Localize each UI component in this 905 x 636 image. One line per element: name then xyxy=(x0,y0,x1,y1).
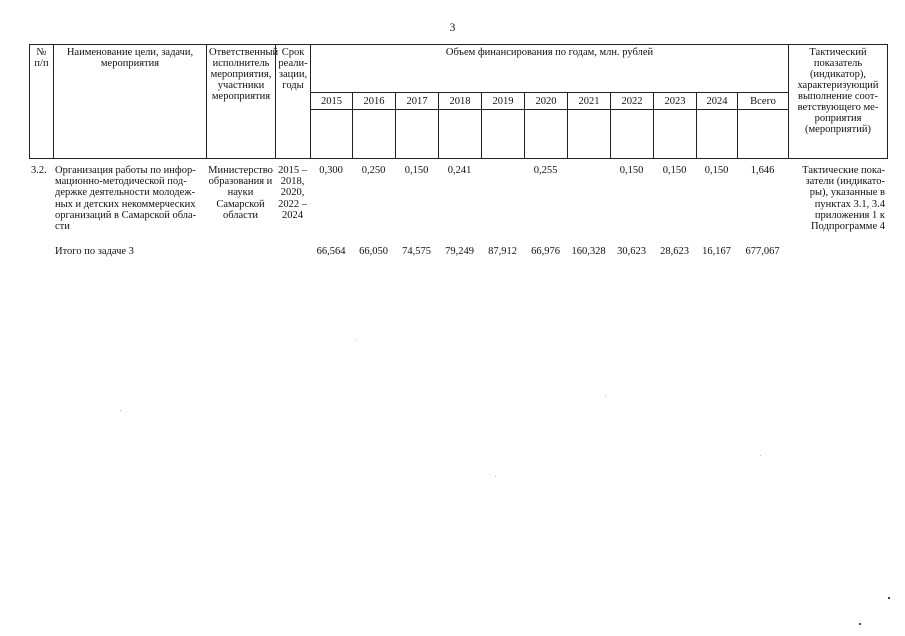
total-row xyxy=(29,232,887,257)
row-value-2017: 0,150 xyxy=(404,165,429,176)
scan-speck xyxy=(120,410,121,411)
scan-speck xyxy=(355,340,356,341)
row-indicator xyxy=(788,165,887,232)
header-empty-cell xyxy=(611,110,654,159)
page-number: 3 xyxy=(449,22,456,34)
row-value-2019 xyxy=(481,165,524,232)
header-empty-cell xyxy=(311,110,353,159)
row-term xyxy=(275,165,310,232)
header-empty-cell xyxy=(525,110,568,159)
header-year-2017: 2017 xyxy=(396,93,439,110)
scan-speck xyxy=(859,623,861,625)
header-responsible-text: Ответственный исполнитель мероприятия, участники мероприятия xyxy=(209,47,279,102)
header-number xyxy=(30,45,54,159)
row-value-total: 1,646 xyxy=(750,165,775,176)
header-empty-cell xyxy=(396,110,439,159)
header-year-2024: 2024 xyxy=(697,93,738,110)
header-empty-cell xyxy=(482,110,525,159)
header-responsible xyxy=(207,45,279,159)
header-empty-cell xyxy=(697,110,738,159)
total-value-2020: 66,976 xyxy=(531,246,560,258)
total-value-2017: 74,575 xyxy=(402,246,431,258)
total-value-2015: 66,564 xyxy=(316,246,346,258)
header-empty-cell xyxy=(439,110,482,159)
header-year-2015: 2015 xyxy=(311,93,353,110)
header-year-2016: 2016 xyxy=(353,93,396,110)
header-year-2018: 2018 xyxy=(439,93,482,110)
total-empty-cell xyxy=(275,232,310,257)
row-value-2024: 0,150 xyxy=(704,165,729,176)
header-empty-cell xyxy=(353,110,396,159)
total-value-2018: 79,249 xyxy=(445,246,474,258)
table-header xyxy=(29,44,888,159)
total-value-2019: 87,912 xyxy=(488,246,517,258)
total-value-2023: 28,623 xyxy=(660,246,689,258)
header-finance-text: Объем финансирования по годам, млн. рублей xyxy=(445,47,654,58)
header-year-total: Всего xyxy=(738,93,789,110)
row-term-text: 2015 – 2018, 2020, 2022 – 2024 xyxy=(278,165,307,221)
header-year-2022: 2022 xyxy=(611,93,654,110)
header-term xyxy=(276,45,311,159)
row-value-2016: 0,250 xyxy=(361,165,386,176)
header-indicator-text: Тактический показатель (индикатор), характеризующий выполнение соот- ветствующего ме- роприятия (мероприятий) xyxy=(797,47,879,135)
scan-speck xyxy=(888,597,890,599)
header-empty-cell xyxy=(738,110,789,159)
row-value-2022: 0,150 xyxy=(619,165,644,176)
total-value-2024: 16,167 xyxy=(702,246,731,258)
total-empty-cell xyxy=(206,232,275,257)
total-value-2022: 30,623 xyxy=(617,246,646,258)
row-value-2015: 0,300 xyxy=(319,165,343,176)
table-row xyxy=(29,165,887,232)
row-name-text: Организация работы по инфор- мационно-методической под- держке деятельности молодеж- ных и детских некоммерческих организаций в Самарской обла- сти xyxy=(55,165,197,233)
header-name xyxy=(54,45,207,159)
scan-speck xyxy=(760,455,761,456)
row-value-2020: 0,255 xyxy=(533,165,558,176)
header-empty-cell xyxy=(654,110,697,159)
row-value-2018: 0,241 xyxy=(447,165,472,176)
header-indicator xyxy=(789,45,888,159)
total-value-total: 677,067 xyxy=(745,246,780,258)
row-number: 3.2. xyxy=(31,165,47,176)
row-responsible xyxy=(206,165,275,232)
total-value-2021: 160,328 xyxy=(571,246,606,258)
row-responsible-text: Министерство образования и науки Самарской области xyxy=(208,165,273,221)
header-year-2019: 2019 xyxy=(482,93,525,110)
header-number-text: № п/п xyxy=(34,47,49,69)
header-term-text: Срок реали- зации, годы xyxy=(278,47,308,91)
total-empty-cell xyxy=(788,232,887,257)
header-empty-cell xyxy=(568,110,611,159)
header-year-2021: 2021 xyxy=(568,93,611,110)
row-indicator-text: Тактические пока- затели (индикато- ры), указанные в пунктах 3.1, 3.4 приложения 1 к Подпрограмме 4 xyxy=(802,165,885,233)
total-value-2016: 66,050 xyxy=(359,246,388,258)
row-value-2023: 0,150 xyxy=(662,165,687,176)
row-value-2021 xyxy=(567,165,610,232)
header-name-text: Наименование цели, задачи, мероприятия xyxy=(66,47,194,69)
total-empty-cell xyxy=(29,232,53,257)
header-finance xyxy=(311,45,789,93)
row-name xyxy=(53,165,206,232)
table-body xyxy=(29,165,887,257)
scan-speck xyxy=(605,395,606,396)
header-year-2023: 2023 xyxy=(654,93,697,110)
total-label: Итого по задаче 3 xyxy=(55,246,134,258)
finance-table xyxy=(29,44,884,257)
scan-speck xyxy=(495,476,496,477)
header-year-2020: 2020 xyxy=(525,93,568,110)
